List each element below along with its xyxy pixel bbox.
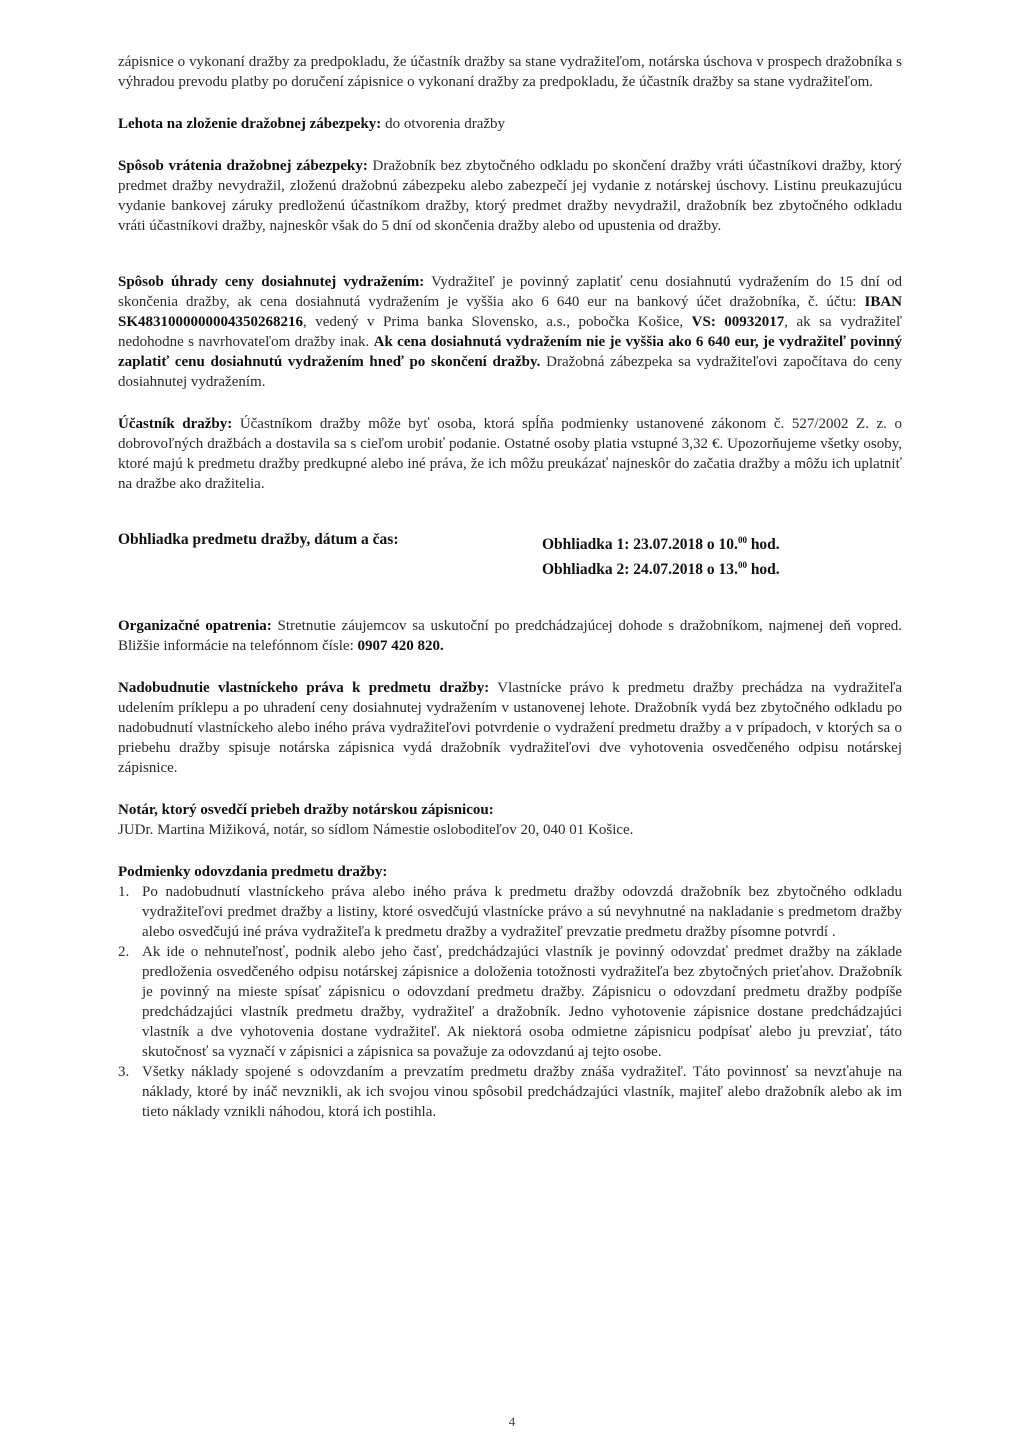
handover-list — [118, 882, 902, 1122]
list-item-text: Všetky náklady spojené s odovzdaním a prevzatím predmetu dražby znáša vydražiteľ. Táto povinnosť sa nevzťahuje na náklady, ktoré by ináč nevznikli, ak ich svojou vinou spôsobil predchádzajúci vlastník, majiteľ alebo dražobník alebo ak im tieto náklady vznikli náhodou, ktorá ich postihla. — [142, 1064, 902, 1121]
document-page — [118, 52, 902, 1122]
notary-heading — [118, 800, 902, 820]
organization-phone: 0907 420 820. — [357, 638, 444, 655]
list-item — [118, 882, 902, 942]
participant-text: Účastníkom dražby môže byť osoba, ktorá spĺňa podmienky ustanovené zákonom č. 527/2002 Z. z. o dobrovoľných dražbách a dostavila sa s cieľom urobiť podanie. Ostatné osoby platia vstupné 3,32 €. Upozorňujeme všetky osoby, ktoré majú k predmetu dražby predkupné alebo iné práva, že ich môžu preukázať najneskôr do začatia dražby a môžu ich uplatniť na dražbe ako dražitelia. — [118, 416, 902, 492]
list-item-number: 3. — [118, 1064, 130, 1081]
ownership-text: Vlastnícke právo k predmetu dražby prechádza na vydražiteľa udelením príklepu a po uhradení ceny dosiahnutej vydražením v ustanovenej lehote. Dražobník vydá bez zbytočného odkladu po nadobudnutí vlastníckeho alebo iného práva vydražiteľovi potvrdenie o vydražení predmetu dražby a v prípadoch, v ktorých sa o priebehu dražby spisuje notárska zápisnica vydá dražobník vydražiteľovi dve vyhotovenia osvedčeného odpisu notárskej zápisnice. — [118, 680, 902, 777]
participant-label: Účastník dražby: — [118, 416, 233, 432]
payment-text-1: Vydražiteľ je povinný zaplatiť cenu dosiahnutú vydražením do 15 dní od skončenia dražby, ak cena dosiahnutá vydražením je vyššia ako 6 640 eur na bankový účet dražobníka, č. účtu: — [118, 274, 903, 310]
deposit-return-label: Spôsob vrátenia dražobnej zábezpeky: — [118, 158, 368, 174]
organization-text: Stretnutie záujemcov sa uskutoční po predchádzajúcej dohode s dražobníkom, najmenej deň vopred. Bližšie informácie na telefónnom čísle: — [118, 618, 902, 655]
handover-title: Podmienky odovzdania predmetu dražby: — [118, 864, 388, 881]
inspection-block — [118, 530, 902, 580]
intro-paragraph: zápisnice o vykonaní dražby za predpokladu, že účastník dražby sa stane vydražiteľom, notárska úschova v prospech dražobníka s výhradou prevodu platby po doručení zápisnice o vykonaní dražby za predpokladu, že účastník dražby sa stane vydražiteľom. — [118, 54, 902, 90]
list-item-text: Po nadobudnutí vlastníckeho práva alebo iného práva k predmetu dražby odovzdá dražobník bez zbytočného odkladu vydražiteľovi predmet dražby a listiny, ktoré osvedčujú vlastnícke právo a sú nevyhnutné na nakladanie s predmetom dražby alebo osvedčujú iné práva vydražiteľa k predmetu dražby a vydražiteľ prevzatie predmetu dražby písomne potvrdí . — [142, 884, 902, 941]
notary-label: Notár, ktorý osvedčí priebeh dražby notárskou zápisnicou: — [118, 802, 494, 819]
deposit-deadline-paragraph — [118, 114, 902, 134]
ownership-paragraph — [118, 678, 902, 778]
page-number: 4 — [508, 1414, 516, 1429]
handover-heading — [118, 862, 902, 882]
inspection-dates — [542, 530, 780, 580]
inspection-2 — [542, 555, 780, 580]
payment-text-4: Dražobná zábezpeka sa vydražiteľovi započítava do ceny dosiahnutej vydražením. — [118, 354, 902, 390]
participant-paragraph — [118, 414, 902, 494]
inspection-1 — [542, 530, 780, 555]
ownership-label: Nadobudnutie vlastníckeho práva k predmetu dražby: — [118, 680, 490, 697]
payment-text-2: , vedený v Prima banka Slovensko, a.s., pobočka Košice, — [303, 314, 692, 330]
list-item-number: 2. — [118, 944, 130, 961]
inspection-2-minutes: 00 — [737, 560, 747, 571]
list-item — [118, 1062, 902, 1122]
payment-bold-rule: Ak cena dosiahnutá vydražením nie je vyššia ako 6 640 eur, je vydražiteľ povinný zaplatiť cenu dosiahnutú vydražením hneď po skončení dražby. — [118, 334, 903, 370]
deposit-return-text: Dražobník bez zbytočného odkladu po skončení dražby vráti účastníkovi dražby, ktorý predmet dražby nevydražil, zloženú dražobnú zábezpeku alebo zabezpečí jej vydanie z notárskej úschovy. Listinu preukazujúcu vydanie bankovej záruky predloženú účastníkom dražby, ktorý predmet dražby nevydražil, dražobník bez zbytočného odkladu vráti účastníkovi dražby, najneskôr však do 5 dní od skončenia dražby alebo od upustenia od dražby. — [118, 158, 902, 234]
notary-text: JUDr. Martina Mižiková, notár, so sídlom Námestie osloboditeľov 20, 040 01 Košice. — [118, 822, 634, 839]
list-item — [118, 942, 902, 1062]
inspection-1-minutes: 00 — [737, 535, 747, 545]
list-item-text: Ak ide o nehnuteľnosť, podnik alebo jeho časť, predchádzajúci vlastník je povinný odovzdať predmet dražby na základe predloženia osvedčeného odpisu notárskej zápisnice a doloženia totožnosti vydražiteľa bez zbytočných prieťahov. Dražobník je povinný na mieste spísať zápisnicu o odovzdaní predmetu dražby. Zápisnicu o odovzdaní predmetu dražby podpíše predchádzajúci vlastník predmetu dražby, vydražiteľ a dražobník. Jedno vyhotovenie zápisnice dostane predchádzajúci vlastník a dve vyhotovenia dostane vydražiteľ. Ak niektorá osoba odmietne zápisnicu podpísať alebo ju prevziať, táto skutočnosť sa vyznačí v zápisnici a zápisnica sa považuje za odovzdanú aj tejto osobe. — [142, 944, 902, 1061]
deposit-deadline-text: do otvorenia dražby — [381, 116, 506, 132]
inspection-1-date: Obhliadka 1: 23.07.2018 o 10. — [542, 536, 738, 554]
organization-paragraph — [118, 616, 902, 656]
deposit-return-paragraph — [118, 156, 902, 236]
payment-text-3: , ak sa vydražiteľ nedohodne s navrhovateľom dražby inak. — [118, 314, 902, 350]
list-item-number: 1. — [118, 884, 130, 901]
payment-iban: IBAN SK4831000000004350268216 — [118, 294, 902, 330]
deposit-deadline-label: Lehota na zloženie dražobnej zábezpeky: — [118, 116, 382, 132]
inspection-1-unit: hod. — [746, 536, 780, 554]
payment-paragraph — [118, 272, 902, 392]
organization-label: Organizačné opatrenia: — [118, 618, 272, 635]
inspection-label: Obhliadka predmetu dražby, dátum a čas: — [118, 531, 399, 548]
payment-label: Spôsob úhrady ceny dosiahnutej vydražením: — [118, 274, 425, 290]
inspection-2-unit: hod. — [746, 561, 780, 579]
payment-vs: VS: 00932017 — [691, 314, 785, 330]
inspection-2-date: Obhliadka 2: 24.07.2018 o 13. — [542, 561, 738, 579]
